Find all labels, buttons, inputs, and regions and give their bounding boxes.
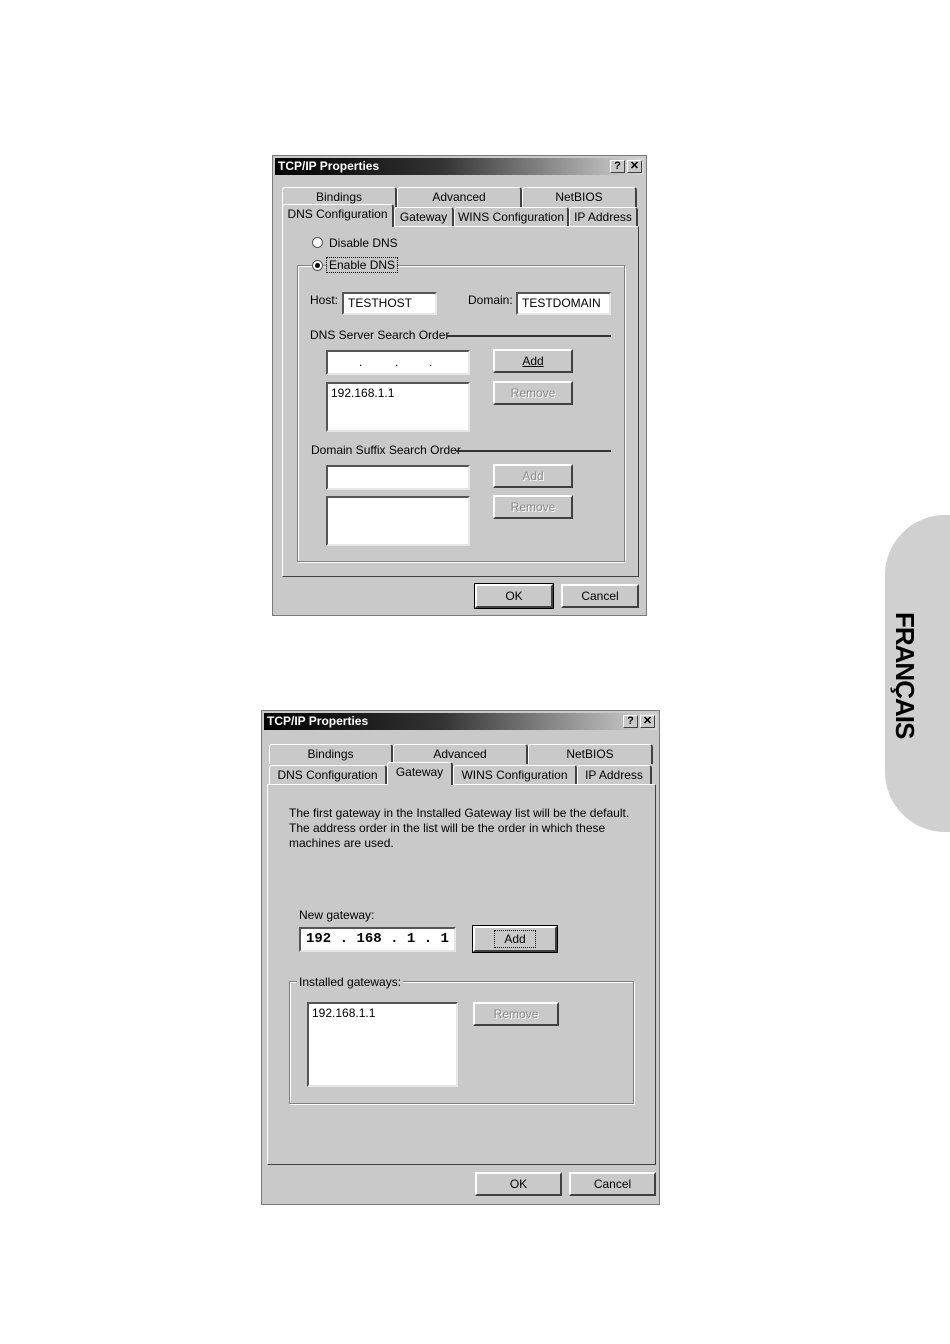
tab-bindings[interactable]: Bindings: [269, 744, 393, 764]
tab-bindings[interactable]: Bindings: [282, 187, 397, 207]
disable-dns-radio[interactable]: [312, 237, 323, 248]
host-input[interactable]: TESTHOST: [342, 292, 437, 315]
dns-search-order-divider: [446, 335, 611, 337]
suffix-search-order-divider: [456, 450, 611, 452]
dns-search-order-label: DNS Server Search Order: [310, 328, 450, 342]
tcpip-properties-dialog-gateway: [261, 710, 660, 1205]
installed-gateways-label: Installed gateways:: [299, 975, 402, 989]
tcpip-properties-dialog-dns: [272, 155, 647, 616]
dns-server-ip-input[interactable]: [326, 350, 470, 375]
suffix-search-order-label: Domain Suffix Search Order: [311, 443, 461, 457]
cancel-button[interactable]: Cancel: [561, 584, 639, 608]
new-gateway-ip-input[interactable]: [299, 927, 456, 952]
ok-button[interactable]: OK: [475, 1172, 562, 1196]
dns-remove-button[interactable]: Remove: [493, 381, 573, 405]
description-line: The address order in the list will be the order in which these: [289, 821, 606, 835]
new-gateway-label: New gateway:: [299, 908, 375, 922]
ip-octet: 1: [406, 931, 416, 947]
enable-dns-label[interactable]: Enable DNS: [329, 258, 396, 272]
installed-gateways-list[interactable]: [307, 1002, 458, 1087]
language-label: FRANÇAIS: [890, 612, 920, 739]
domain-label: Domain:: [468, 293, 513, 307]
tab-advanced[interactable]: Advanced: [393, 744, 528, 764]
domain-input[interactable]: TESTDOMAIN: [516, 292, 611, 315]
description-line: The first gateway in the Installed Gateway list will be the default.: [289, 806, 630, 820]
ip-dot: .: [429, 355, 433, 369]
dialog-title: TCP/IP Properties: [267, 714, 369, 728]
suffix-add-button[interactable]: Add: [493, 464, 573, 488]
enable-dns-radio[interactable]: [312, 260, 323, 271]
tab-wins-configuration[interactable]: WINS Configuration: [454, 207, 569, 227]
tab-netbios[interactable]: NetBIOS: [528, 744, 653, 764]
tab-advanced[interactable]: Advanced: [397, 187, 522, 207]
tab-wins-configuration[interactable]: WINS Configuration: [453, 765, 577, 785]
tab-panel: [267, 784, 656, 1165]
ip-dot: .: [395, 355, 399, 369]
ip-octet: 192: [306, 931, 332, 947]
list-item[interactable]: 192.168.1.1: [312, 1006, 376, 1020]
help-icon[interactable]: ?: [623, 715, 638, 728]
close-icon[interactable]: ✕: [627, 160, 642, 173]
tab-netbios[interactable]: NetBIOS: [522, 187, 637, 207]
tab-dns-configuration[interactable]: DNS Configuration: [282, 204, 394, 227]
tab-dns-configuration[interactable]: DNS Configuration: [269, 765, 387, 785]
tab-ip-address[interactable]: IP Address: [569, 207, 638, 227]
title-bar[interactable]: [275, 158, 644, 175]
list-item[interactable]: 192.168.1.1: [331, 386, 395, 400]
tab-ip-address[interactable]: IP Address: [577, 765, 652, 785]
close-icon[interactable]: ✕: [640, 715, 655, 728]
suffix-list[interactable]: [326, 496, 470, 546]
ok-button[interactable]: OK: [475, 584, 553, 608]
dns-add-button[interactable]: Add: [493, 349, 573, 373]
suffix-remove-button[interactable]: Remove: [493, 495, 573, 519]
dialog-title: TCP/IP Properties: [278, 159, 380, 173]
cancel-button[interactable]: Cancel: [569, 1172, 656, 1196]
help-icon[interactable]: ?: [610, 160, 625, 173]
disable-dns-label[interactable]: Disable DNS: [329, 236, 398, 250]
title-bar[interactable]: [264, 713, 657, 730]
add-button[interactable]: Add: [473, 926, 557, 952]
ip-octet: 1: [440, 931, 449, 947]
description-line: machines are used.: [289, 836, 394, 850]
host-label: Host:: [310, 293, 339, 307]
dns-server-list[interactable]: [326, 382, 470, 432]
tab-panel: [282, 226, 639, 577]
remove-button[interactable]: Remove: [473, 1002, 559, 1026]
gateway-description: [289, 806, 629, 851]
ip-octet: 168: [356, 931, 382, 947]
suffix-input[interactable]: [326, 465, 470, 490]
ip-dot: .: [423, 931, 433, 947]
tab-gateway[interactable]: Gateway: [387, 762, 453, 785]
ip-dot: .: [359, 355, 363, 369]
ip-dot: .: [390, 931, 399, 947]
tab-gateway[interactable]: Gateway: [394, 207, 454, 227]
ip-dot: .: [339, 931, 349, 947]
